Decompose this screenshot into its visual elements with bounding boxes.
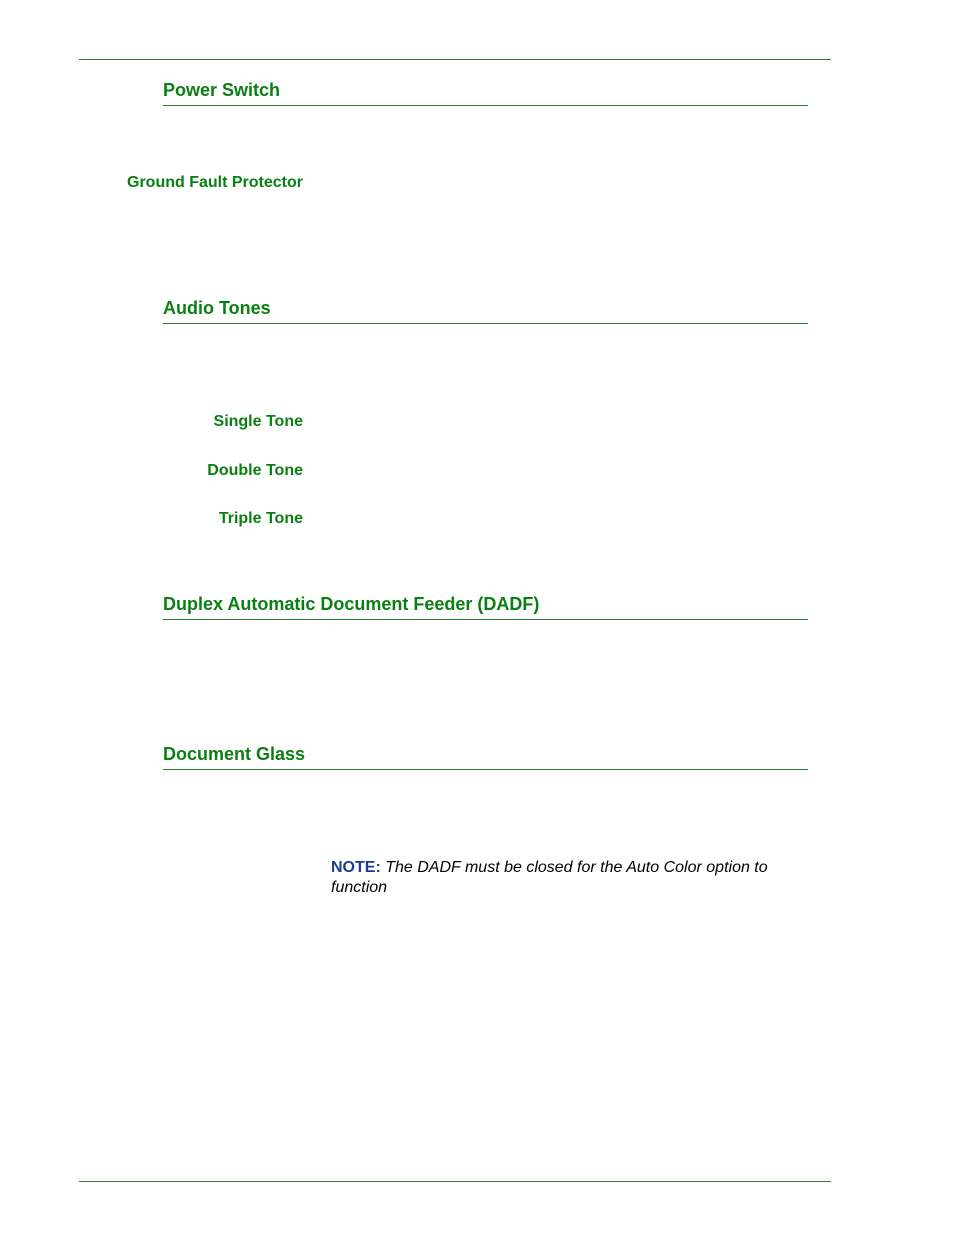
side-label-single-tone: Single Tone: [213, 413, 303, 430]
section-title-power-switch: Power Switch: [163, 79, 808, 106]
header-rule: [79, 59, 831, 60]
note-paragraph: [331, 858, 811, 898]
side-label-triple-tone: Triple Tone: [218, 510, 303, 527]
footer-rule: [79, 1181, 831, 1182]
side-label-ground-fault-protector: Ground Fault Protector: [127, 174, 303, 191]
side-label-double-tone: Double Tone: [207, 462, 303, 479]
note-label: NOTE:: [331, 859, 381, 876]
section-title-dadf: Duplex Automatic Document Feeder (DADF): [163, 593, 808, 620]
note-text: The DADF must be closed for the Auto Color option to function: [331, 859, 768, 896]
section-title-document-glass: Document Glass: [163, 743, 808, 770]
section-title-audio-tones: Audio Tones: [163, 297, 808, 324]
